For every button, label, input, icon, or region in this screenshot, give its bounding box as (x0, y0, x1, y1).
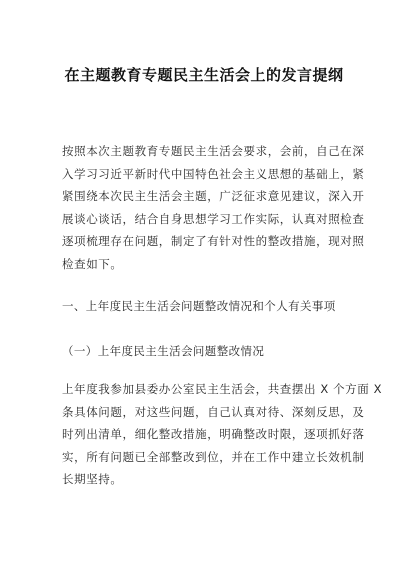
body-line: 长期坚持。 (62, 472, 123, 486)
body-line: 上年度我参加县委办公室民主生活会，共查摆出 X 个方面 X (62, 382, 383, 396)
intro-line: 紧围绕本次民主生活会主题，广泛征求意见建议，深入开 (62, 189, 365, 203)
body-line: 实，所有问题已全部整改到位，并在工作中建立长效机制 (62, 449, 365, 464)
body-line: 条具体问题，对这些问题，自己认真对待、深刻反思，及 (62, 404, 365, 419)
intro-line: 按照本次主题教育专题民主生活会要求，会前，自己在深 (62, 144, 365, 158)
intro-line: 逐项梳理存在问题，制定了有针对性的整改措施，现对照 (62, 234, 365, 248)
intro-line: 检查如下。 (62, 256, 123, 271)
intro-paragraph (62, 140, 365, 275)
document-title: 在主题教育专题民主生活会上的发言提纲 (64, 66, 344, 84)
section-heading-1: 一、上年度民主生活会问题整改情况和个人有关事项 (62, 299, 336, 313)
section-heading-2: （一）上年度民主生活会问题整改情况 (62, 344, 265, 358)
intro-line: 展谈心谈话，结合自身思想学习工作实际，认真对照检查 (62, 211, 365, 226)
body-line: 时列出清单，细化整改措施，明确整改时限，逐项抓好落 (62, 427, 365, 441)
body-paragraph (62, 378, 383, 491)
intro-line: 入学习习近平新时代中国特色社会主义思想的基础上，紧 (62, 166, 365, 181)
